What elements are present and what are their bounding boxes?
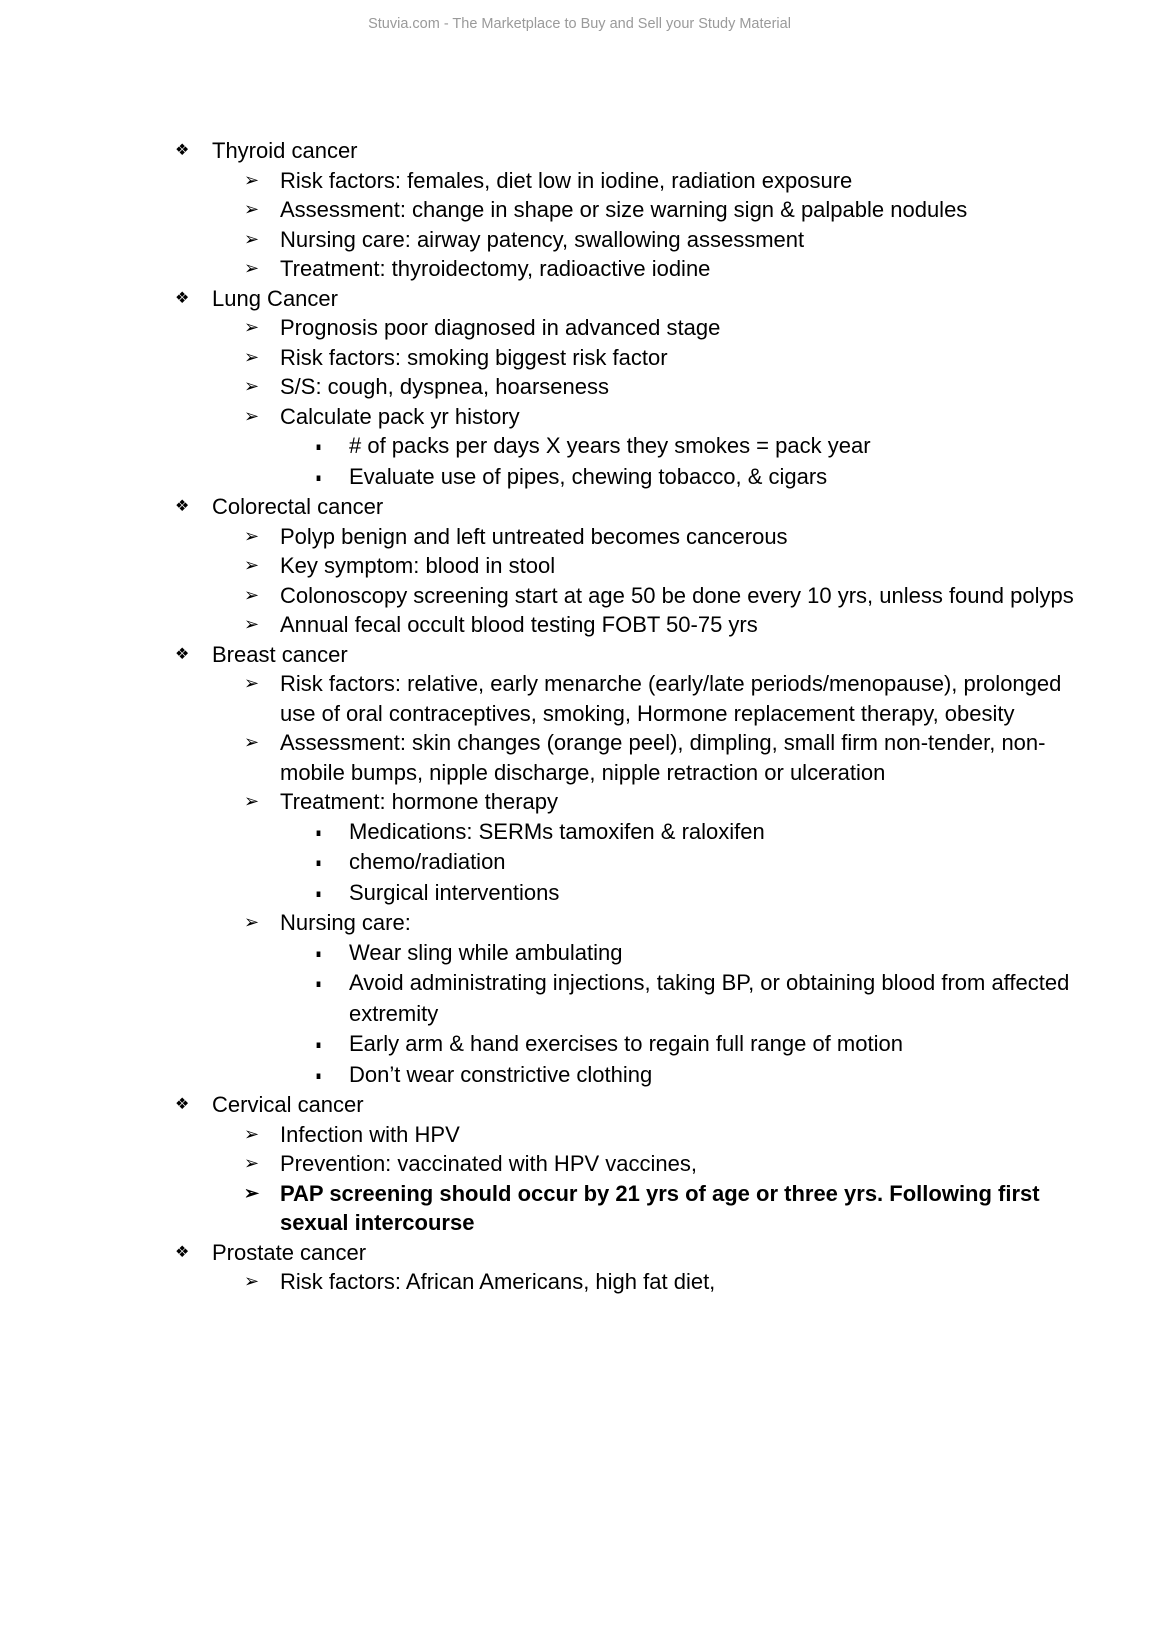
sub-item-text: Wear sling while ambulating bbox=[349, 939, 623, 965]
item-text: Infection with HPV bbox=[280, 1121, 460, 1147]
sub-item bbox=[315, 1029, 1075, 1060]
arrowhead-bullet-icon: ➢ bbox=[244, 525, 260, 546]
square-bullet-icon: ∎ bbox=[315, 978, 322, 990]
list-item bbox=[244, 166, 1075, 196]
list-item bbox=[244, 343, 1075, 373]
sub-item-text: Early arm & hand exercises to regain full range of motion bbox=[349, 1031, 903, 1056]
square-bullet-icon: ∎ bbox=[315, 887, 322, 900]
arrowhead-bullet-icon: ➢ bbox=[244, 555, 260, 575]
sub-item-text: Don’t wear constrictive clothing bbox=[349, 1061, 653, 1087]
document-content bbox=[175, 136, 1075, 1297]
item-text: PAP screening should occur by 21 yrs of age or three yrs. Following first sexual intercourse bbox=[280, 1180, 1040, 1235]
item-text: Nursing care: bbox=[280, 910, 411, 935]
item-text: Risk factors: relative, early menarche (early/late periods/menopause), prolonged use of oral contraceptives, smoking, Hormone replacement therapy, obesity bbox=[280, 671, 1062, 726]
item-text: Prevention: vaccinated with HPV vaccines, bbox=[280, 1151, 697, 1176]
item-text: Nursing care: airway patency, swallowing assessment bbox=[280, 226, 805, 252]
section-items bbox=[212, 522, 1075, 640]
list-item bbox=[244, 1149, 1075, 1179]
arrowhead-bullet-icon: ➢ bbox=[244, 228, 260, 249]
list-item bbox=[244, 402, 1075, 493]
item-text: Treatment: hormone therapy bbox=[280, 789, 558, 814]
section-lung-cancer bbox=[175, 284, 1075, 493]
list-item bbox=[244, 372, 1075, 402]
section-thyroid-cancer bbox=[175, 136, 1075, 284]
sub-item bbox=[315, 968, 1075, 1029]
list-item bbox=[244, 581, 1075, 611]
arrowhead-bullet-icon: ➢ bbox=[244, 258, 260, 278]
item-text: S/S: cough, dyspnea, hoarseness bbox=[280, 374, 609, 399]
list-item bbox=[244, 1179, 1075, 1238]
list-item bbox=[244, 610, 1075, 640]
item-text: Prognosis poor diagnosed in advanced stage bbox=[280, 315, 721, 340]
section-prostate-cancer bbox=[175, 1238, 1075, 1297]
square-bullet-icon: ∎ bbox=[315, 441, 322, 453]
list-item bbox=[244, 669, 1075, 728]
item-text: Annual fecal occult blood testing FOBT 50-75 yrs bbox=[280, 612, 758, 637]
section-items bbox=[212, 166, 1075, 284]
section-title: Thyroid cancer bbox=[212, 138, 358, 163]
sub-item bbox=[315, 878, 1075, 909]
list-item bbox=[244, 225, 1075, 255]
list-item bbox=[244, 1267, 1075, 1297]
square-bullet-icon: ∎ bbox=[315, 471, 322, 484]
list-item bbox=[244, 908, 1075, 1090]
item-text: Risk factors: African Americans, high fat diet, bbox=[280, 1269, 716, 1294]
diamond-bullet-icon: ❖ bbox=[175, 498, 190, 515]
cancer-outline-list bbox=[175, 136, 1075, 1297]
sub-item bbox=[315, 817, 1075, 848]
sub-item bbox=[315, 847, 1075, 878]
sub-item-text: chemo/radiation bbox=[349, 849, 506, 874]
list-item bbox=[244, 1120, 1075, 1150]
section-items bbox=[212, 669, 1075, 1090]
sub-items bbox=[280, 938, 1075, 1091]
square-bullet-icon: ∎ bbox=[315, 1069, 322, 1082]
section-breast-cancer bbox=[175, 640, 1075, 1091]
item-text: Key symptom: blood in stool bbox=[280, 553, 556, 578]
section-items bbox=[212, 1267, 1075, 1297]
sub-items bbox=[280, 817, 1075, 909]
sub-item bbox=[315, 1060, 1075, 1091]
arrowhead-bullet-icon: ➢ bbox=[244, 673, 260, 693]
arrowhead-bullet-icon: ➢ bbox=[244, 1271, 260, 1291]
diamond-bullet-icon: ❖ bbox=[175, 1096, 190, 1113]
sub-items bbox=[280, 431, 1075, 492]
item-text: Treatment: thyroidectomy, radioactive iodine bbox=[280, 256, 711, 281]
section-items bbox=[212, 1120, 1075, 1238]
sub-item-text: Medications: SERMs tamoxifen & raloxifen bbox=[349, 818, 765, 844]
list-item bbox=[244, 195, 1075, 225]
square-bullet-icon: ∎ bbox=[315, 857, 322, 869]
list-item bbox=[244, 313, 1075, 343]
section-title: Colorectal cancer bbox=[212, 494, 384, 519]
sub-item bbox=[315, 431, 1075, 462]
sub-item-text: Evaluate use of pipes, chewing tobacco, & cigars bbox=[349, 463, 828, 489]
arrowhead-bullet-icon: ➢ bbox=[244, 584, 260, 605]
item-text: Risk factors: females, diet low in iodine, radiation exposure bbox=[280, 167, 853, 193]
sub-item-text: # of packs per days X years they smokes = pack year bbox=[349, 433, 871, 458]
diamond-bullet-icon: ❖ bbox=[175, 142, 190, 159]
list-item bbox=[244, 787, 1075, 908]
section-colorectal-cancer bbox=[175, 492, 1075, 640]
arrowhead-bullet-icon: ➢ bbox=[244, 614, 260, 634]
arrowhead-bullet-icon: ➢ bbox=[244, 1182, 260, 1203]
item-text: Polyp benign and left untreated becomes cancerous bbox=[280, 523, 788, 549]
section-items bbox=[212, 313, 1075, 492]
arrowhead-bullet-icon: ➢ bbox=[244, 376, 260, 396]
list-item bbox=[244, 551, 1075, 581]
arrowhead-bullet-icon: ➢ bbox=[244, 1153, 260, 1173]
arrowhead-bullet-icon: ➢ bbox=[244, 791, 260, 811]
item-text: Calculate pack yr history bbox=[280, 403, 520, 429]
arrowhead-bullet-icon: ➢ bbox=[244, 169, 260, 190]
arrowhead-bullet-icon: ➢ bbox=[244, 1123, 260, 1144]
list-item bbox=[244, 728, 1075, 787]
arrowhead-bullet-icon: ➢ bbox=[244, 317, 260, 337]
item-text: Assessment: skin changes (orange peel), dimpling, small firm non-tender, non-mobile bumps, nipple discharge, nipple retraction or ulceration bbox=[280, 730, 1046, 785]
item-text: Assessment: change in shape or size warning sign & palpable nodules bbox=[280, 197, 968, 222]
arrowhead-bullet-icon: ➢ bbox=[244, 405, 260, 426]
watermark-header: Stuvia.com - The Marketplace to Buy and Sell your Study Material bbox=[368, 16, 791, 32]
arrowhead-bullet-icon: ➢ bbox=[244, 732, 260, 752]
section-title: Breast cancer bbox=[212, 641, 348, 667]
arrowhead-bullet-icon: ➢ bbox=[244, 912, 260, 932]
section-title: Cervical cancer bbox=[212, 1092, 364, 1117]
section-cervical-cancer bbox=[175, 1090, 1075, 1238]
arrowhead-bullet-icon: ➢ bbox=[244, 346, 260, 367]
section-title: Prostate cancer bbox=[212, 1239, 367, 1265]
arrowhead-bullet-icon: ➢ bbox=[244, 199, 260, 219]
item-text: Colonoscopy screening start at age 50 be done every 10 yrs, unless found polyps bbox=[280, 582, 1074, 608]
square-bullet-icon: ∎ bbox=[315, 947, 322, 960]
diamond-bullet-icon: ❖ bbox=[175, 645, 190, 663]
square-bullet-icon: ∎ bbox=[315, 826, 322, 839]
section-title: Lung Cancer bbox=[212, 285, 338, 311]
list-item bbox=[244, 522, 1075, 552]
diamond-bullet-icon: ❖ bbox=[175, 1243, 190, 1261]
sub-item bbox=[315, 938, 1075, 969]
sub-item bbox=[315, 462, 1075, 493]
diamond-bullet-icon: ❖ bbox=[175, 289, 190, 307]
square-bullet-icon: ∎ bbox=[315, 1039, 322, 1051]
item-text: Risk factors: smoking biggest risk factor bbox=[280, 344, 668, 370]
sub-item-text: Avoid administrating injections, taking BP, or obtaining blood from affected extremity bbox=[349, 970, 1070, 1026]
list-item bbox=[244, 254, 1075, 284]
sub-item-text: Surgical interventions bbox=[349, 879, 560, 905]
